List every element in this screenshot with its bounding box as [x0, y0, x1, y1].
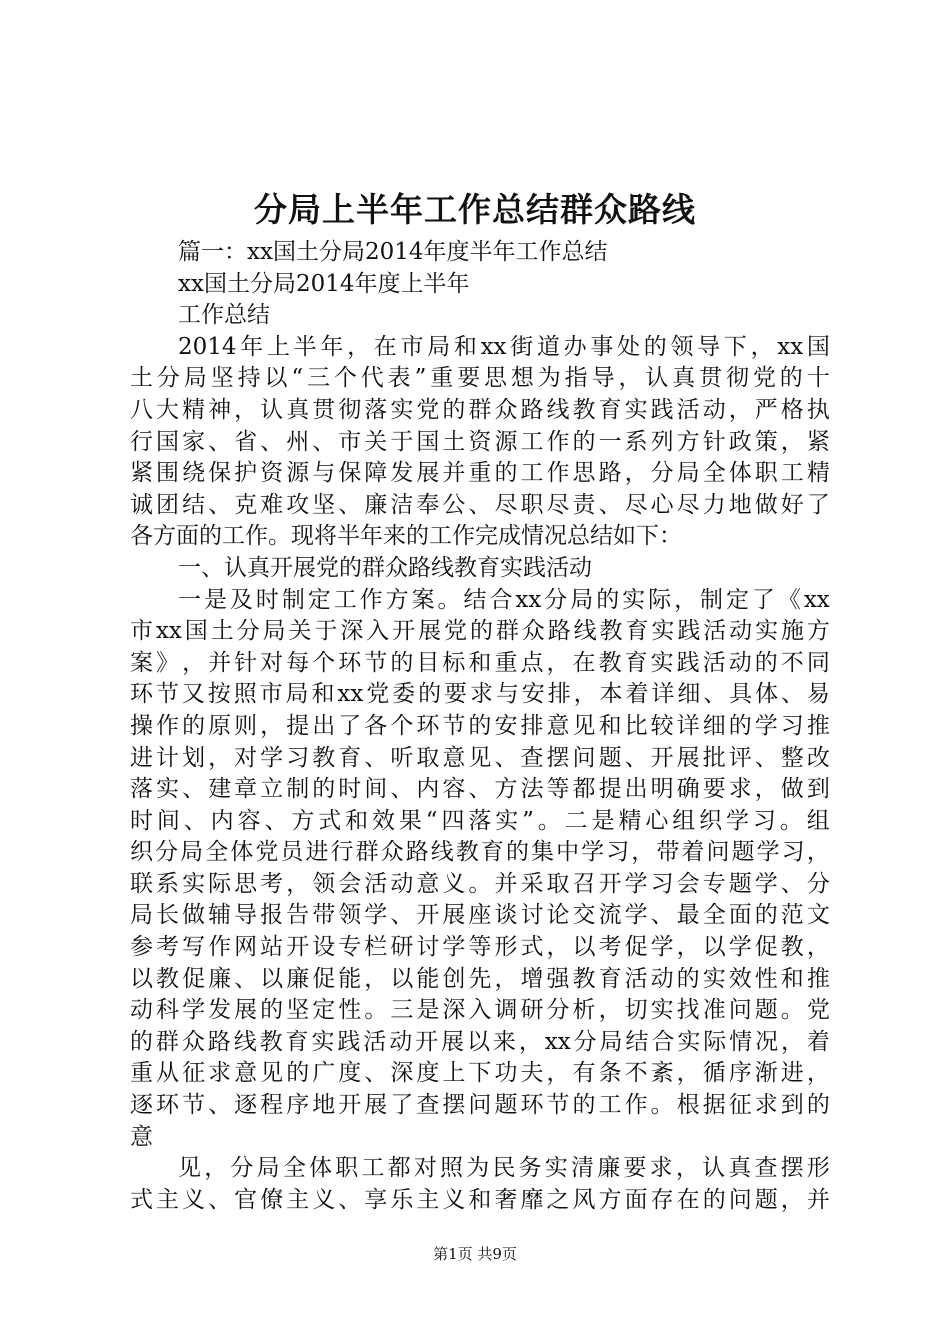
justified-line-content: 八 大 精 神 ， 认 真 贯 彻 落 实 党 的 群 众 路 线 教 育 实 践 活 动 ， 严 格 执	[130, 396, 830, 423]
body-text-line	[130, 1090, 830, 1122]
body-text-line	[130, 900, 830, 932]
body-text-line	[130, 806, 830, 838]
justified-line-content: 诚 团 结 、 克 难 攻 坚 、 廉 洁 奉 公 、 尽 职 尽 责 、 尽 心 尽 力 地 做 好 了	[130, 491, 830, 518]
justified-line-content: 动 科 学 发 展 的 坚 定 性 。 三 是 深 入 调 研 分 析 ， 切 实 找 准 问 题 。 党	[130, 997, 830, 1024]
body-text-line: 意	[130, 1123, 153, 1150]
body-text-line	[130, 648, 830, 680]
body-text-line	[130, 1058, 830, 1090]
body-text-line: 工作总结	[178, 302, 270, 329]
body-text-line	[130, 458, 830, 490]
justified-line-content: 联 系 实 际 思 考 ， 领 会 活 动 意 义 。 并 采 取 召 开 学 习 会 专 题 学 、 分	[130, 870, 830, 897]
justified-line-content: 土 分 局 坚 持 以 “ 三 个 代 表 ” 重 要 思 想 为 指 导 ， 认 真 贯 彻 党 的 十	[130, 365, 830, 392]
justified-line-content: 紧 围 绕 保 护 资 源 与 保 障 发 展 并 重 的 工 作 思 路 ， 分 局 全 体 职 工 精	[130, 460, 830, 487]
body-text-line	[130, 995, 830, 1027]
document-body	[130, 237, 830, 1216]
justified-line-content: 逐 环 节 、 逐 程 序 地 开 展 了 查 摆 问 题 环 节 的 工 作 。 根 据 征 求 到 的	[130, 1092, 830, 1119]
body-text-line	[130, 585, 830, 617]
body-text-line	[130, 711, 830, 743]
justified-line-content: 进 计 划 ， 对 学 习 教 育 、 听 取 意 见 、 查 摆 问 题 、 开 展 批 评 、 整 改	[130, 744, 830, 771]
justified-line-content: 式 主 义 、 官 僚 主 义 、 享 乐 主 义 和 奢 靡 之 风 方 面 存 在 的 问 题 ， 并	[130, 1186, 830, 1213]
justified-line-content: 行 国 家 、 省 、 州 、 市 关 于 国 土 资 源 工 作 的 一 系 列 方 针 政 策 ， 紧	[130, 428, 830, 455]
body-text-line: 各方面的工作。现将半年来的工作完成情况总结如下：	[130, 523, 682, 550]
body-text-line	[130, 743, 830, 775]
justified-line-content: 以 教 促 廉 、 以 廉 促 能 ， 以 能 创 先 ， 增 强 教 育 活 动 的 实 效 性 和 推	[130, 965, 830, 992]
body-text-line	[130, 616, 830, 648]
justified-line-content: 2014 年 上 半 年 ， 在 市 局 和 xx 街 道 办 事 处 的 领 导 下 ， xx 国	[178, 333, 830, 360]
justified-line-content: 重 从 征 求 意 见 的 广 度 、 深 度 上 下 功 夫 ， 有 条 不 紊 ， 循 序 渐 进 ，	[130, 1060, 830, 1087]
justified-line-content: 局 长 做 辅 导 报 告 带 领 学 、 开 展 座 谈 讨 论 交 流 学 、 最 全 面 的 范 文	[130, 902, 830, 929]
body-text-line	[130, 363, 830, 395]
page-footer: 第1页 共9页	[433, 1245, 517, 1263]
body-text-line: 一、认真开展党的群众路线教育实践活动	[178, 554, 592, 581]
justified-line-content: 操 作 的 原 则 ， 提 出 了 各 个 环 节 的 安 排 意 见 和 比 较 详 细 的 学 习 推	[130, 712, 830, 739]
body-text-line	[130, 1027, 830, 1059]
justified-line-content: 的 群 众 路 线 教 育 实 践 活 动 开 展 以 来 ， xx 分 局 结 合 实 际 情 况 ， 着	[130, 1028, 830, 1055]
justified-line-content: 时 间 、 内 容 、 方 式 和 效 果 “ 四 落 实 ” 。 二 是 精 心 组 织 学 习 。 组	[130, 807, 830, 834]
body-text-line	[130, 932, 830, 964]
body-text-line	[130, 964, 830, 996]
body-text-line	[130, 395, 830, 427]
justified-line-content: 落 实 、 建 章 立 制 的 时 间 、 内 容 、 方 法 等 都 提 出 明 确 要 求 ， 做 到	[130, 776, 830, 803]
justified-line-content: 市 xx 国 土 分 局 关 于 深 入 开 展 党 的 群 众 路 线 教 育 实 践 活 动 实 施 方	[130, 618, 830, 645]
body-text-line	[130, 869, 830, 901]
body-text-line	[130, 332, 830, 364]
body-text-line: 篇一：xx国土分局2014年度半年工作总结	[178, 239, 608, 265]
justified-line-content: 参 考 写 作 网 站 开 设 专 栏 研 讨 学 等 形 式 ， 以 考 促 学 ， 以 学 促 教 ，	[130, 934, 830, 961]
body-text-line	[130, 837, 830, 869]
justified-line-content: 案 》 ， 并 针 对 每 个 环 节 的 目 标 和 重 点 ， 在 教 育 实 践 活 动 的 不 同	[130, 649, 830, 676]
document-title: 分局上半年工作总结群众路线	[254, 190, 696, 229]
justified-line-content: 环 节 又 按 照 市 局 和 xx 党 委 的 要 求 与 安 排 ， 本 着 详 细 、 具 体 、 易	[130, 681, 830, 708]
justified-line-content: 见 ， 分 局 全 体 职 工 都 对 照 为 民 务 实 清 廉 要 求 ， 认 真 查 摆 形	[178, 1155, 830, 1182]
body-text-line	[130, 679, 830, 711]
body-text-line: xx国土分局2014年度上半年	[178, 270, 470, 297]
body-text-line	[130, 490, 830, 522]
justified-line-content: 织 分 局 全 体 党 员 进 行 群 众 路 线 教 育 的 集 中 学 习 ， 带 着 问 题 学 习 ，	[130, 839, 830, 866]
body-text-line	[130, 427, 830, 459]
body-text-line	[130, 1185, 830, 1217]
justified-line-content: 一 是 及 时 制 定 工 作 方 案 。 结 合 xx 分 局 的 实 际 ， 制 定 了 《 xx	[178, 586, 830, 613]
body-text-line	[130, 1153, 830, 1185]
body-text-line	[130, 774, 830, 806]
